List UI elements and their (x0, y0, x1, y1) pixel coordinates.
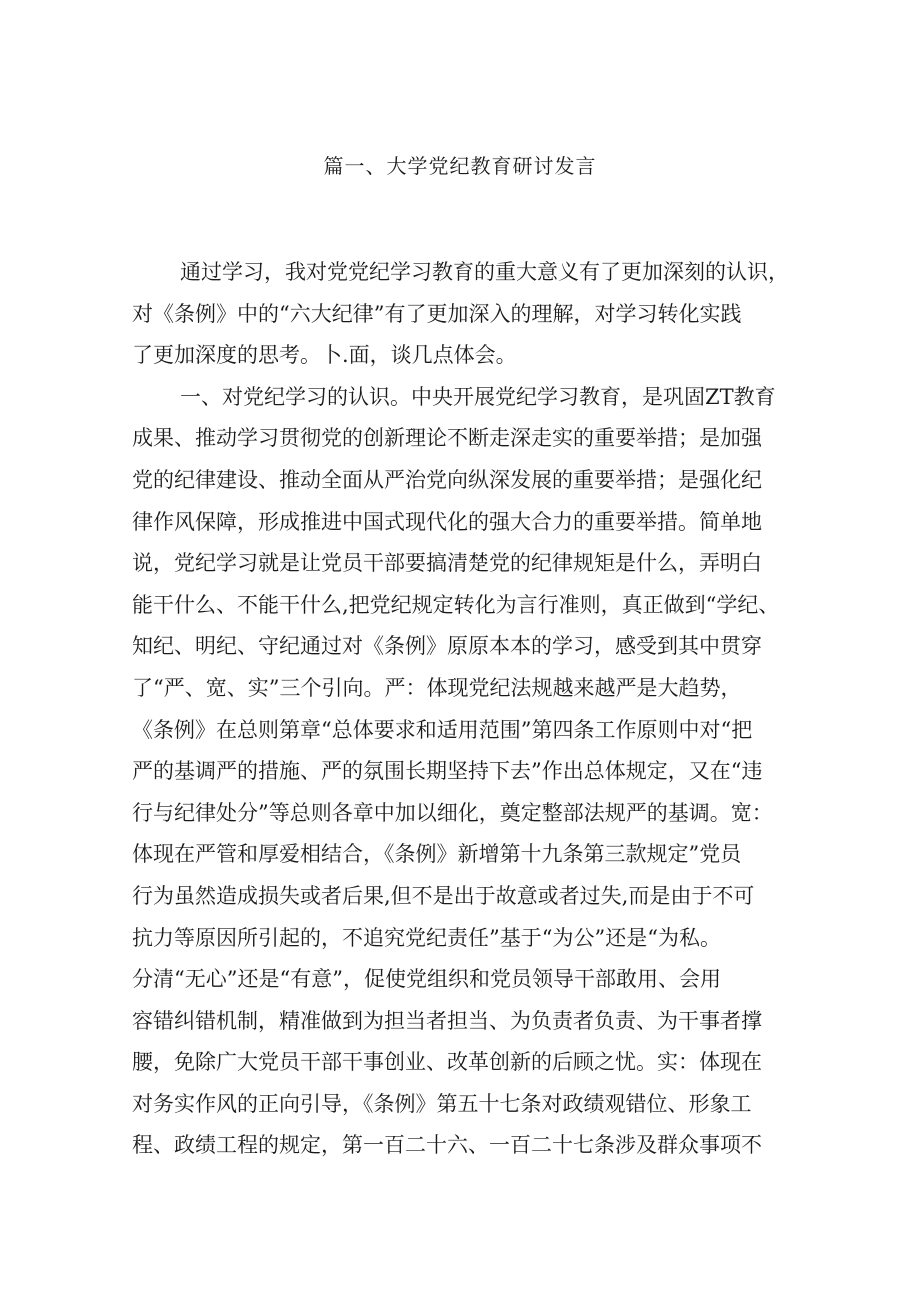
text-line: 对《条例》中的“六大纪律”有了更加深入的理解，对学习转化实践 (132, 301, 742, 326)
text-line: 知纪、明纪、守纪通过对《条例》原原本本的学习，感受到其中贯穿 (132, 634, 762, 659)
text-line: 了更加深度的思考。卜.面，谈几点体会。 (132, 343, 517, 368)
text-line: 容错纠错机制，精准做到为担当者担当、为负责者负责、为干事者撑 (132, 1008, 762, 1033)
text-line: 说，党纪学习就是让党员干部要搞清楚党的纪律规矩是什么，弄明白 (132, 551, 762, 576)
text-line: 抗力等原因所引起的，不追究党纪责任”基于“为公”还是“为私。 (132, 925, 721, 950)
text-line: 律作风保障，形成推进中国式现代化的强大合力的重要举措。简单地 (132, 509, 762, 534)
text-line: 行与纪律处分”等总则各章中加以细化，奠定整部法规严的基调。宽： (132, 800, 773, 825)
text-line: 通过学习，我对党党纪学习教育的重大意义有了更加深刻的认识， (180, 260, 789, 284)
document-title: 篇一、大学党纪教育研讨发言 (323, 154, 597, 178)
text-line: 了“严、宽、实”三个引向。严：体现党纪法规越来越严是大趋势， (132, 675, 742, 700)
text-line: 行为虽然造成损失或者后果,但不是出于故意或者过失,而是由于不可 (132, 883, 755, 908)
text-line: 体现在严管和厚爱相结合，《条例》新增第十九条第三款规定”党员 (132, 842, 742, 867)
text-line: 严的基调严的措施、严的氛围长期坚持下去”作出总体规定，又在“违 (132, 759, 763, 784)
text-line: 对务实作风的正向引导，《条例》第五十七条对政绩观错位、形象工 (132, 1091, 752, 1116)
text-line: 一、对党纪学习的认识。中央开展党纪学习教育，是巩固ZT教育 (180, 384, 776, 409)
text-line: 腰，免除广大党员干部干事创业、改革创新的后顾之忧。实：体现在 (132, 1050, 762, 1075)
text-line: 党的纪律建设、推动全面从严治党向纵深发展的重要举措；是强化纪 (132, 467, 762, 492)
text-line: 程、政绩工程的规定，第一百二十六、一百二十七条涉及群众事项不 (132, 1133, 762, 1158)
text-line: 分清“无心”还是“有意”，促使党组织和党员领导干部敢用、会用 (132, 967, 721, 992)
document-body (132, 252, 796, 1167)
text-line: 成果、推动学习贯彻党的创新理论不断走深走实的重要举措；是加强 (132, 426, 762, 451)
text-line: 《条例》在总则第章“总体要求和适用范围”第四条工作原则中对“把 (132, 717, 753, 742)
text-line: 能干什么、不能干什么,把党纪规定转化为言行准则，真正做到“学纪、 (132, 592, 780, 617)
